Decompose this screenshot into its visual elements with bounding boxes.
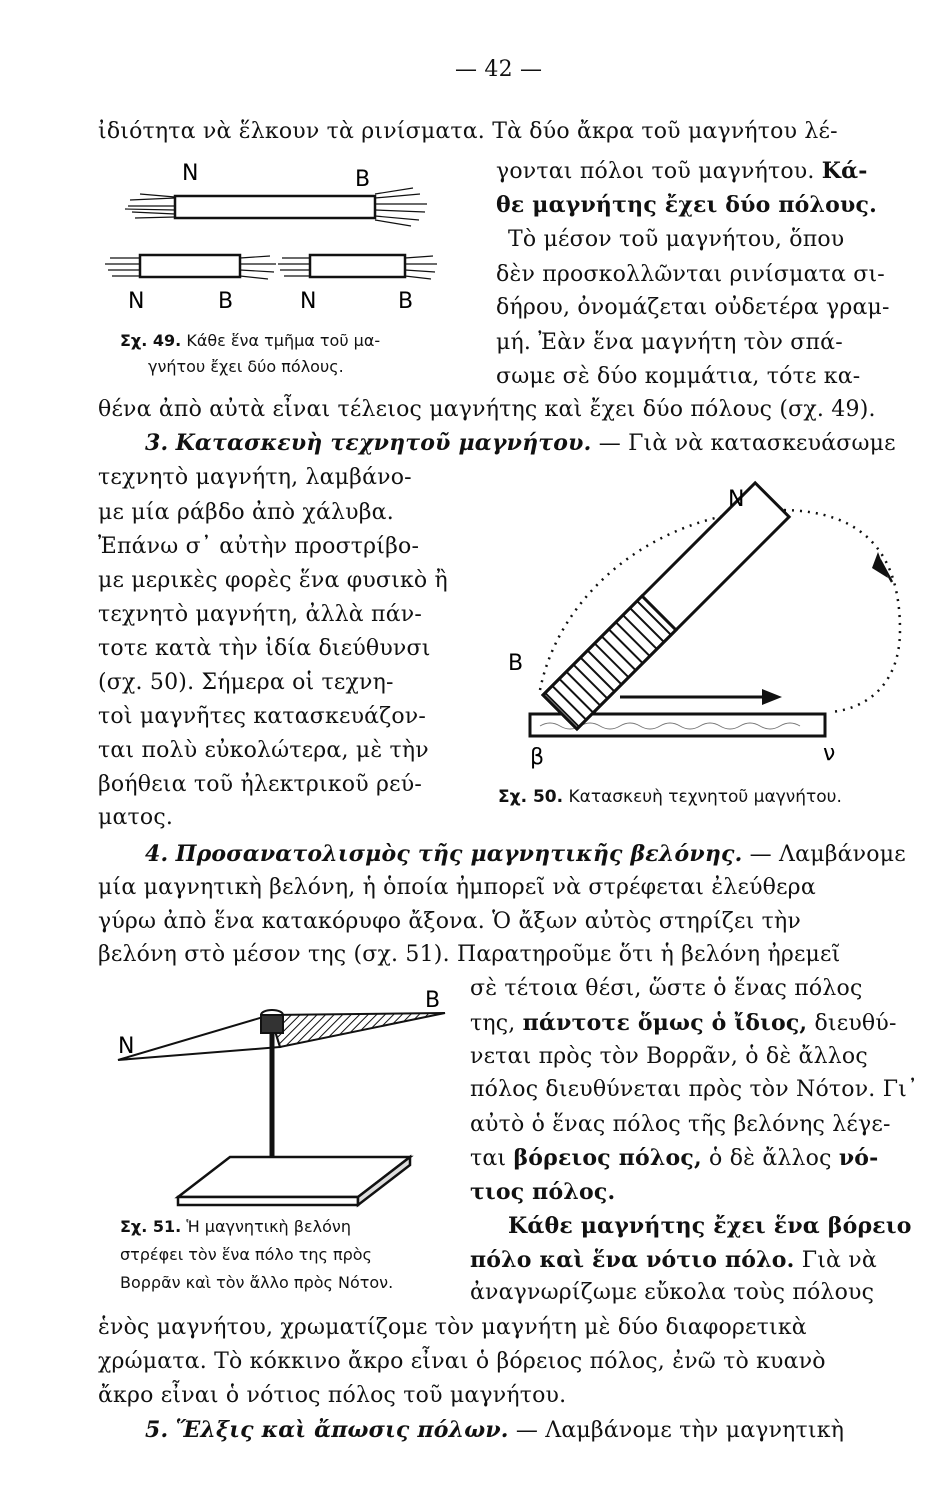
label-beta: β xyxy=(530,745,545,770)
section-3-heading: 3. Κατασκευὴ τεχνητοῦ μαγνήτου. — Γιὰ νὰ κατασκευάσωμε xyxy=(145,430,896,456)
base-front xyxy=(178,1197,358,1205)
text-line: βοήθεια τοῦ ἠλεκτρικοῦ ρεύ- xyxy=(98,772,422,797)
magnet-whole xyxy=(125,188,427,226)
text-line: βελόνη στὸ μέσον της (σχ. 51). Παρατηροῦμε ὅτι ἡ βελόνη ἠρεμεῖ xyxy=(98,942,841,967)
figure-49-caption-line2: γνήτου ἔχει δύο πόλους. xyxy=(148,357,344,376)
text-line: τοτε κατὰ τὴν ἰδία διεύθυνσι xyxy=(98,636,431,661)
text-line: σὲ τέτοια θέσι, ὥστε ὁ ἕνας πόλος xyxy=(470,976,863,1001)
figure-51-caption-line2: στρέφει τὸν ἕνα πόλο της πρὸς xyxy=(120,1245,372,1264)
text-line: πόλος διευθύνεται πρὸς τὸν Νότον. Γι᾽ xyxy=(470,1077,919,1102)
text-line: Ἐπάνω σ᾽ αὐτὴν προστρίβο- xyxy=(98,534,420,559)
label-N-top: N xyxy=(182,161,199,186)
text-line: θένα ἀπὸ αὐτὰ εἶναι τέλειος μαγνήτης καὶ ἔχει δύο πόλους (σχ. 49). xyxy=(98,397,876,422)
label-N-bottom-2: N xyxy=(300,289,317,314)
magnet-piece-right xyxy=(278,255,437,279)
figure-51-compass-needle xyxy=(100,985,460,1215)
text-line: τοὶ μαγνῆτες κατασκευάζον- xyxy=(98,704,426,729)
text-line: ται πολὺ εὐκολώτερα, μὲ τὴν xyxy=(98,738,429,763)
text-line: χρώματα. Τὸ κόκκινο ἄκρο εἶναι ὁ βόρειος πόλος, ἐνῶ τὸ κυανὸ xyxy=(98,1349,826,1374)
label-N: N xyxy=(728,487,745,512)
text-line: μή. Ἐὰν ἕνα μαγνήτη τὸν σπά- xyxy=(496,330,843,355)
text-line: δήρου, ὀνομάζεται οὐδετέρα γραμ- xyxy=(496,295,890,320)
text-line: με μία ράβδο ἀπὸ χάλυβα. xyxy=(98,500,394,525)
label-B-top: B xyxy=(355,167,371,192)
label-N: N xyxy=(118,1034,135,1059)
label-nu: ν xyxy=(823,741,836,766)
text-line-bold: τιος πόλος. xyxy=(470,1179,616,1205)
text-line-bold: θε μαγνήτης ἔχει δύο πόλους. xyxy=(496,192,877,218)
figure-49-magnets xyxy=(100,150,440,320)
figure-51-caption: Σχ. 51. Ἡ μαγνητικὴ βελόνη xyxy=(120,1217,351,1236)
text-line: Τὸ μέσον τοῦ μαγνήτου, ὅπου xyxy=(508,227,845,252)
text-line: ματος. xyxy=(98,805,174,830)
direction-arrow-head xyxy=(762,689,782,705)
page-number: — 42 — xyxy=(455,57,543,82)
figure-51-caption-line3: Βορρᾶν καὶ τὸν ἄλλο πρὸς Νότον. xyxy=(120,1273,394,1292)
label-N-bottom-1: N xyxy=(128,289,145,314)
text-line: γονται πόλοι τοῦ μαγνήτου. Κά- xyxy=(496,158,868,184)
needle-north-half xyxy=(118,1015,280,1060)
text-line: ἑνὸς μαγνήτου, χρωματίζομε τὸν μαγνήτη μὲ δύο διαφορετικὰ xyxy=(98,1315,807,1340)
text-line-bold: Κάθε μαγνήτης ἔχει ἕνα βόρειο xyxy=(508,1213,912,1239)
text-line: (σχ. 50). Σήμερα οἱ τεχνη- xyxy=(98,670,394,695)
figure-49-caption: Σχ. 49. Κάθε ἕνα τμῆμα τοῦ μα- xyxy=(120,331,381,350)
section-5-heading: 5. Ἕλξις καὶ ἄπωσις πόλων. — Λαμβάνομε τὴν μαγνητικὴ xyxy=(145,1417,845,1443)
label-B: B xyxy=(508,651,524,676)
text-line: ἰδιότητα νὰ ἕλκουν τὰ ρινίσματα. Τὰ δύο ἄκρα τοῦ μαγνήτου λέ- xyxy=(98,119,838,144)
text-line: τεχνητὸ μαγνήτη, λαμβάνο- xyxy=(98,465,412,490)
figure-50-artificial-magnet xyxy=(500,480,920,780)
text-line: τεχνητὸ μαγνήτη, ἀλλὰ πάν- xyxy=(98,602,422,627)
text-line: δὲν προσκολλῶνται ρινίσματα σι- xyxy=(496,262,885,287)
figure-50-caption: Σχ. 50. Κατασκευὴ τεχνητοῦ μαγνήτου. xyxy=(498,787,842,807)
text-line: γύρω ἀπὸ ἕνα κατακόρυφο ἄξονα. Ὁ ἄξων αὐτὸς στηρίζει τὴν xyxy=(98,909,801,934)
section-4-heading: 4. Προσανατολισμὸς τῆς μαγνητικῆς βελόνης. — Λαμβάνομε xyxy=(145,841,906,867)
text-line: ται βόρειος πόλος, ὁ δὲ ἄλλος νό- xyxy=(470,1145,879,1171)
text-line: πόλο καὶ ἕνα νότιο πόλο. Γιὰ νὰ xyxy=(470,1247,877,1273)
magnet-piece-left xyxy=(105,255,276,279)
text-line: αὐτὸ ὁ ἕνας πόλος τῆς βελόνης λέγε- xyxy=(470,1112,891,1137)
text-line: με μερικὲς φορὲς ἕνα φυσικὸ ἢ xyxy=(98,568,448,593)
pivot-cap xyxy=(261,1015,283,1033)
needle-south-half xyxy=(270,1013,445,1047)
text-line: ἀναγνωρίζωμε εὔκολα τοὺς πόλους xyxy=(470,1280,875,1305)
arrow-head-curve xyxy=(872,552,888,578)
rubbing-magnet xyxy=(543,483,789,729)
text-line: νεται πρὸς τὸν Βορρᾶν, ὁ δὲ ἄλλος xyxy=(470,1044,868,1069)
label-B-bottom-2: B xyxy=(398,289,414,314)
text-line: μία μαγνητικὴ βελόνη, ἡ ὁποία ἠμπορεῖ νὰ στρέφεται ἐλεύθερα xyxy=(98,875,816,900)
label-B: B xyxy=(425,988,441,1013)
label-B-bottom-1: B xyxy=(218,289,234,314)
text-line: σωμε σὲ δύο κομμάτια, τότε κα- xyxy=(496,364,861,389)
text-line: ἄκρο εἶναι ὁ νότιος πόλος τοῦ μαγνήτου. xyxy=(98,1383,567,1408)
text-line: της, πάντοτε ὅμως ὁ ἴδιος, διευθύ- xyxy=(470,1010,897,1036)
